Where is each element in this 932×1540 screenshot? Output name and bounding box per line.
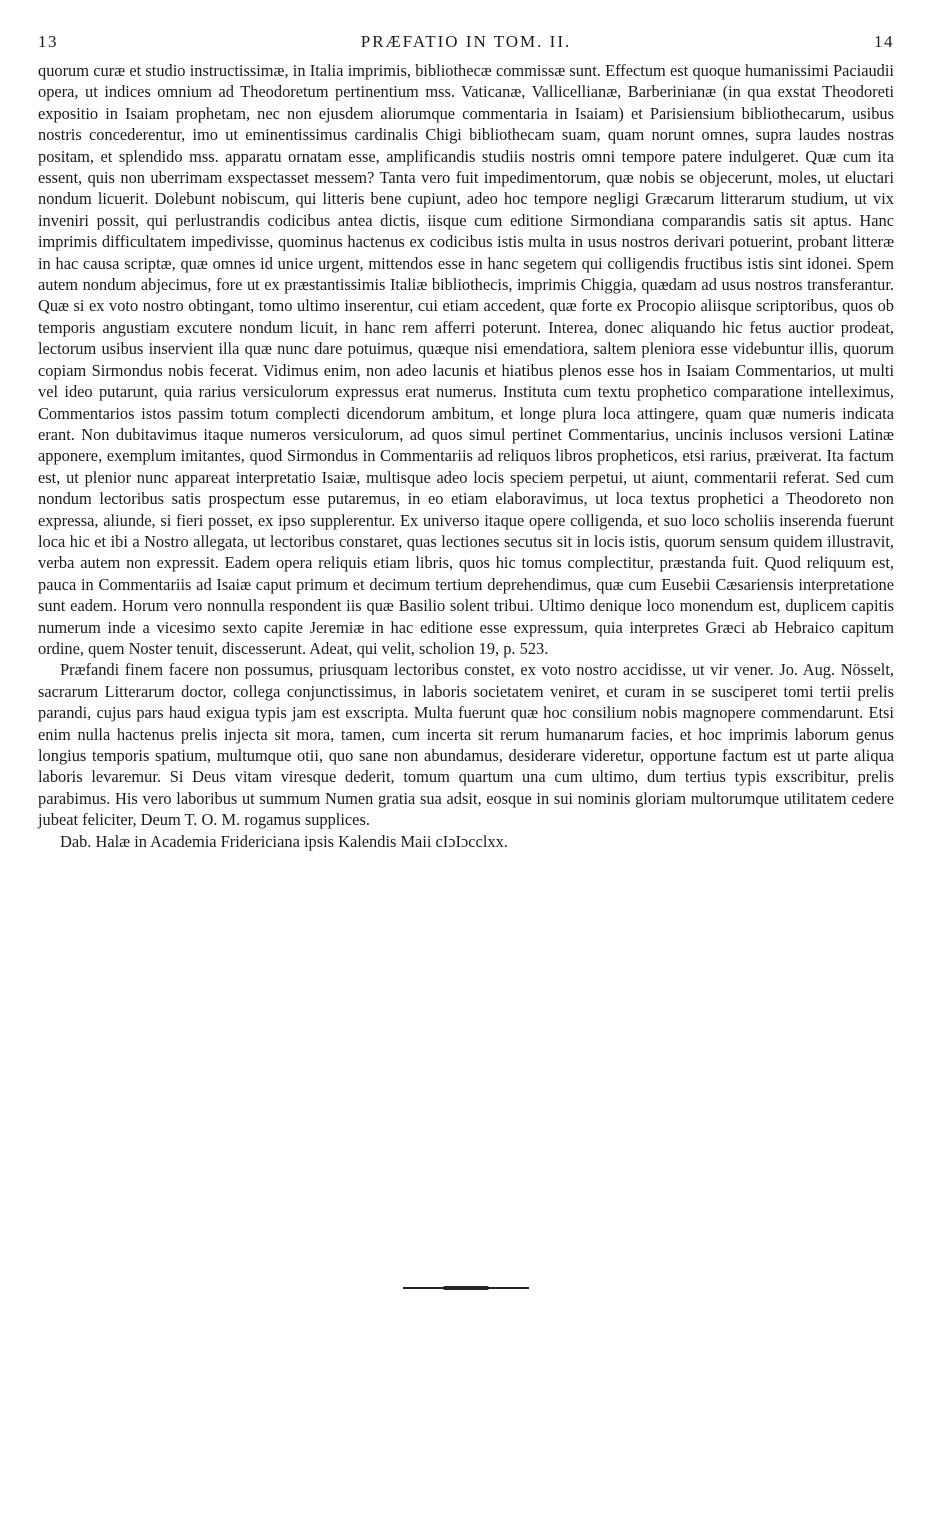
dateline: Dab. Halæ in Academia Fridericiana ipsis Kalendis Maii cIɔIɔcclxx. bbox=[60, 831, 508, 851]
paragraph-continued: quorum curæ et studio instructissimæ, in Italia imprimis, bibliothecæ commissæ sunt. Effectum est quoque humanissimi Paciaudii opera, ut indices omnium ad Theodoretum pertinentium mss. Vaticanæ, Vallicellianæ, Barberinianæ (in qua exstat Theodoreti expositio in Isaiam prophetam, nec non ejusdem aliorumque commentaria in Isaiam) et Parisiensium bibliothecarum, usibus nostris concederentur, imo ut eminentissimus cardinalis Chigi bibliothecam suam, quam norunt omnes, supra laudes nostras positam, et splendido mss. apparatu ornatam esse, amplificandis studiis nostris omni tempore patere indulgeret. Quæ cum ita essent, quis non uberrimam exspectasset messem? Tanta vero fuit impedimentorum, quæ nobis se objecerunt, moles, ut eluctari nondum licuerit. Dolebunt nobiscum, qui litteris bene cupiunt, adeo hoc tempore negligi Græcarum litterarum studium, ut vix inveniri possit, qui perlustrandis codicibus antea dictis, iisque cum editione Sirmondiana comparandis satis sit aptus. Hanc imprimis difficultatem impedivisse, quominus hactenus ex codicibus istis multa in usus nostros derivari potuerint, probant litteræ in hac causa scriptæ, quæ omnes id unice urgent, mittendos esse in hanc segetem qui colligendis fructibus istis sint idonei. Spem autem nondum abjecimus, fore ut ex præstantissimis Italiæ bibliothecis, imprimis Chiggia, quædam ad usus nostros transferantur. Quæ si ex voto nostro obtingant, tomo ultimo inserentur, cui etiam accedent, quæ forte ex Procopio aliisque scriptoribus, quos ob temporis angustiam excutere nondum licuit, in hanc rem afferri poterunt. Interea, donec aliquando hic fetus auctior prodeat, lectorum usibus inservient illa quæ nunc dare potuimus, quæque nisi emendatiora, saltem pleniora esse videbuntur illis, quorum copiam Sirmondus nobis fecerat. Vidimus enim, non adeo lacunis et hiatibus plenos esse hos in Isaiam Commentarios, ut multi vel ideo putarunt, quia rarius versiculorum expressus erat numerus. Instituta cum textu prophetico comparatione intelleximus, Commentarios istos passim totum complecti dicendorum ambitum, et longe plura loca attingere, quam quæ numeris indicata erant. Non dubitavimus itaque numeros versiculorum, ad quos simul pertinet Commentarius, uncinis inclusos versioni Latinæ apponere, exemplum imitantes, quod Sirmondus in Commentariis ad reliquos libros propheticos, etsi rarius, præiverat. Ita factum est, ut plenior nunc appareat interpretatio Isaiæ, multisque adeo locis speciem perpetui, ut aiunt, commentarii referat. Sed cum nondum lectoribus satis prospectum esse putaremus, in eo etiam elaboravimus, ut loca textus prophetici a Theodoreto non expressa, aliunde, si fieri posset, ex ipso supplerentur. Ex universo itaque opere colligenda, et suo loco scholiis inserenda fuerunt loca hic et ibi a Nostro allegata, ut lectoribus constaret, quas lectiones secutus sit in locis istis, quorum sensum quidem illustravit, verba autem non expressit. Eadem opera reliquis etiam libris, quos hic tomus complectitur, præstanda fuit. Quod reliquum est, pauca in Commentariis ad Isaiæ caput primum et decimum tertium deprehendimus, quæ cum Eusebii Cæsariensis interpretatione sunt eadem. Horum vero nonnulla respondent iis quæ Basilio solent tribui. Ultimo denique loco monendum est, duplicem capitis numerum inde a vicesimo sexto capite Jeremiæ in hac editione esse expressum, quia interpretes Græci ab Hebraico capitum ordine, quem Noster tenuit, discesserunt. Adeat, qui velit, scholion 19, p. 523. bbox=[38, 61, 894, 658]
running-head bbox=[38, 30, 894, 60]
page bbox=[38, 30, 894, 852]
ornamental-rule bbox=[403, 1287, 529, 1289]
page-number-right: 14 bbox=[874, 32, 894, 51]
running-title: PRÆFATIO IN TOM. II. bbox=[360, 32, 572, 51]
page-number-left: 13 bbox=[38, 32, 58, 51]
body-text bbox=[38, 60, 894, 852]
paragraph-closing: Præfandi finem facere non possumus, priusquam lectoribus constet, ex voto nostro accidisse, ut vir vener. Jo. Aug. Nösselt, sacrarum Litterarum doctor, collega conjunctissimus, in laboris societatem veniret, et curam in se susciperet tomi tertii prelis parandi, cujus pars haud exigua typis jam est exscripta. Multa fuerunt quæ hoc consilium nobis magnopere commendarunt. Etsi enim nulla hactenus prelis injecta sit mora, tamen, cum incerta sit rerum humanarum facies, et hoc imprimis laborum genus longius temporis spatium, multumque otii, quo sane non abundamus, desiderare videretur, opportune factum est ut parte aliqua laboris levaremur. Si Deus vitam viresque dederit, tomum quartum una cum ultimo, dum tertius typis exscribitur, prelis parabimus. His vero laboribus ut summum Numen gratia sua adsit, eosque in sui nominis gloriam multorumque utilitatem cedere jubeat feliciter, Deum T. O. M. rogamus supplices. bbox=[38, 660, 894, 830]
